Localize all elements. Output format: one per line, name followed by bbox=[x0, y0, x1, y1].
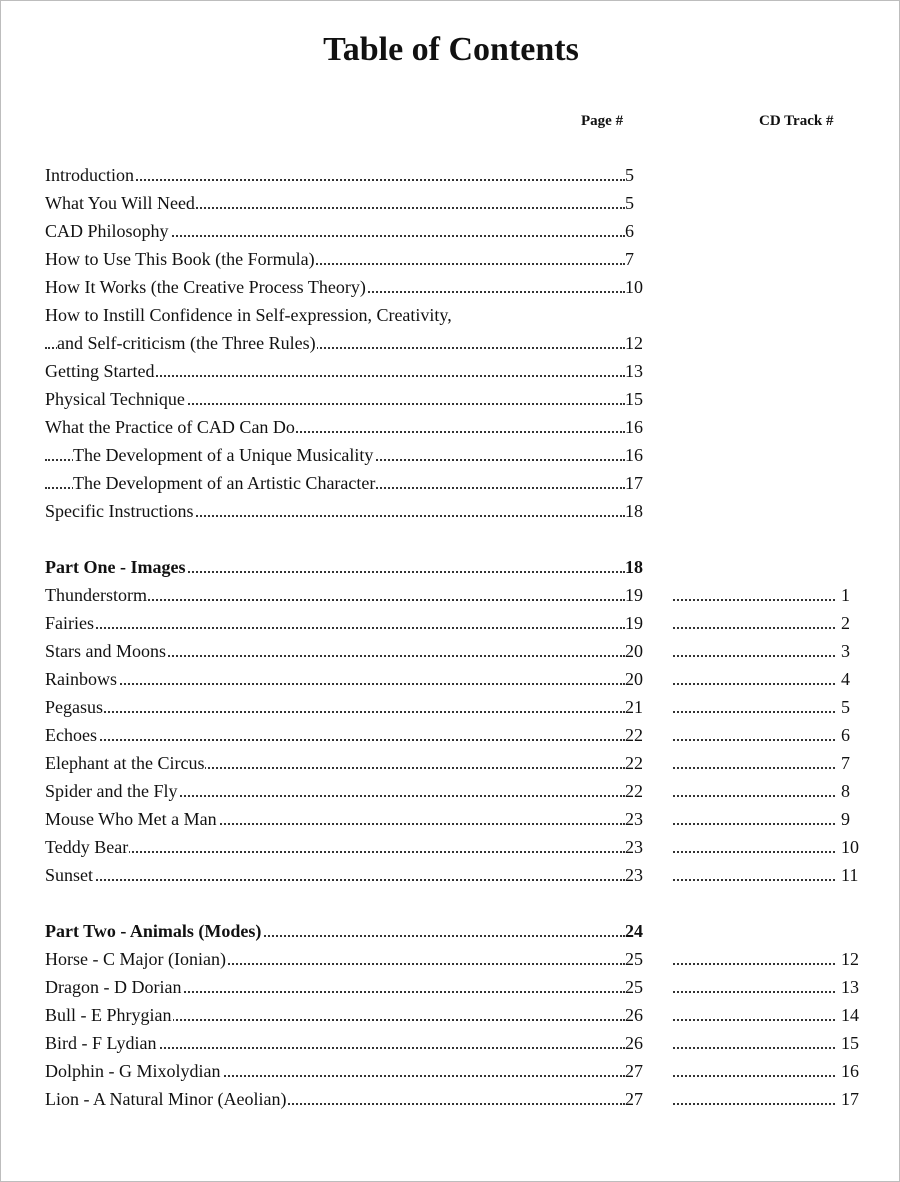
toc-entry-label: Pegasus bbox=[45, 697, 103, 717]
toc-entry-track: 4 bbox=[841, 669, 850, 689]
toc-entry bbox=[45, 497, 900, 525]
toc-entry bbox=[45, 777, 900, 805]
toc-entry-label: Dragon - D Dorian bbox=[45, 977, 182, 997]
toc-entry bbox=[45, 833, 900, 861]
toc-entry-label: Thunderstorm bbox=[45, 585, 147, 605]
section-heading-page: 24 bbox=[625, 921, 643, 941]
toc-entry-page: 23 bbox=[625, 809, 643, 829]
toc-entry-page: 22 bbox=[625, 725, 643, 745]
toc-entry-page: 25 bbox=[625, 977, 643, 997]
toc-entry-track: 15 bbox=[841, 1033, 859, 1053]
toc-entry-label: Rainbows bbox=[45, 669, 117, 689]
toc-entry bbox=[45, 441, 900, 469]
toc-entry-page: 5 bbox=[625, 193, 634, 213]
toc-entry-page: 19 bbox=[625, 613, 643, 633]
toc-entry-page: 12 bbox=[625, 333, 643, 353]
toc-entry-page: 18 bbox=[625, 501, 643, 521]
toc-entry bbox=[45, 581, 900, 609]
toc-entry-page: 26 bbox=[625, 1005, 643, 1025]
toc-entry-page: 6 bbox=[625, 221, 634, 241]
toc-entry-label: Sunset bbox=[45, 865, 94, 885]
toc-entry bbox=[45, 805, 900, 833]
toc-entry-label: Bull - E Phrygian bbox=[45, 1005, 172, 1025]
toc-entry-track: 6 bbox=[841, 725, 850, 745]
toc-entry bbox=[45, 189, 900, 217]
toc-entry-label: How to Instill Confidence in Self-expression, Creativity, bbox=[45, 305, 452, 325]
toc-entry bbox=[45, 1029, 900, 1057]
toc-entry bbox=[45, 637, 900, 665]
section-heading-label: Part One - Images bbox=[45, 557, 186, 577]
toc-entry-track: 2 bbox=[841, 613, 850, 633]
toc-entry-label: How to Use This Book (the Formula) bbox=[45, 249, 315, 269]
toc-entry-page: 16 bbox=[625, 417, 643, 437]
toc-entry-label: Getting Started bbox=[45, 361, 155, 381]
page-number-header: Page # bbox=[581, 113, 624, 129]
toc-entry bbox=[45, 245, 900, 273]
toc-entry-page: 13 bbox=[625, 361, 643, 381]
section-heading-page: 18 bbox=[625, 557, 643, 577]
toc-entry bbox=[45, 273, 900, 301]
toc-entry-label: Mouse Who Met a Man bbox=[45, 809, 217, 829]
toc-entry-label: CAD Philosophy bbox=[45, 221, 169, 241]
toc-entry-page: 27 bbox=[625, 1061, 643, 1081]
toc-entry-label: How It Works (the Creative Process Theory) bbox=[45, 277, 366, 297]
toc-entry-label: The Development of an Artistic Character bbox=[73, 473, 376, 493]
toc-entry bbox=[45, 357, 900, 385]
toc-entry-label: Fairies bbox=[45, 613, 94, 633]
toc-entry bbox=[45, 665, 900, 693]
cd-track-header: CD Track # bbox=[759, 113, 834, 129]
toc-entry-label: Stars and Moons bbox=[45, 641, 166, 661]
toc-entry-label: Bird - F Lydian bbox=[45, 1033, 157, 1053]
section-heading-part-one bbox=[45, 553, 900, 581]
toc-entry bbox=[45, 861, 900, 889]
toc-entry-track: 14 bbox=[841, 1005, 859, 1025]
toc-entry-page: 7 bbox=[625, 249, 634, 269]
toc-entry-label: and Self-criticism (the Three Rules) bbox=[57, 333, 316, 353]
toc-entry-track: 5 bbox=[841, 697, 850, 717]
toc-entry-label: What the Practice of CAD Can Do bbox=[45, 417, 295, 437]
toc-entry-label: Physical Technique bbox=[45, 389, 185, 409]
toc-list bbox=[45, 161, 900, 1113]
toc-entry bbox=[45, 329, 900, 357]
section-heading-part-two bbox=[45, 917, 900, 945]
toc-entry bbox=[45, 301, 900, 329]
toc-entry-page: 21 bbox=[625, 697, 643, 717]
toc-entry-page: 23 bbox=[625, 837, 643, 857]
toc-entry-page: 22 bbox=[625, 781, 643, 801]
toc-entry-page: 23 bbox=[625, 865, 643, 885]
toc-entry-label: Introduction bbox=[45, 165, 134, 185]
toc-entry-page: 15 bbox=[625, 389, 643, 409]
toc-entry-track: 1 bbox=[841, 585, 850, 605]
toc-entry-track: 9 bbox=[841, 809, 850, 829]
toc-entry bbox=[45, 469, 900, 497]
page-title: Table of Contents bbox=[323, 31, 579, 68]
toc-entry-label: Echoes bbox=[45, 725, 97, 745]
toc-entry-label: Spider and the Fly bbox=[45, 781, 178, 801]
toc-entry-page: 20 bbox=[625, 641, 643, 661]
toc-entry bbox=[45, 973, 900, 1001]
toc-entry-track: 8 bbox=[841, 781, 850, 801]
toc-entry-page: 22 bbox=[625, 753, 643, 773]
toc-entry-track: 12 bbox=[841, 949, 859, 969]
toc-entry-page: 26 bbox=[625, 1033, 643, 1053]
toc-entry-label: Specific Instructions bbox=[45, 501, 194, 521]
toc-entry-label: Horse - C Major (Ionian) bbox=[45, 949, 226, 969]
toc-entry-track: 11 bbox=[841, 865, 859, 885]
toc-entry bbox=[45, 1001, 900, 1029]
toc-entry bbox=[45, 1085, 900, 1113]
toc-entry-page: 16 bbox=[625, 445, 643, 465]
toc-entry bbox=[45, 161, 900, 189]
toc-entry-page: 10 bbox=[625, 277, 643, 297]
toc-entry-page: 20 bbox=[625, 669, 643, 689]
toc-entry-page: 17 bbox=[625, 473, 643, 493]
toc-entry-label: Elephant at the Circus bbox=[45, 753, 205, 773]
toc-entry bbox=[45, 721, 900, 749]
toc-entry-page: 19 bbox=[625, 585, 643, 605]
toc-entry bbox=[45, 217, 900, 245]
toc-entry-track: 13 bbox=[841, 977, 859, 997]
toc-entry-track: 17 bbox=[841, 1089, 859, 1109]
toc-entry-page: 27 bbox=[625, 1089, 643, 1109]
toc-entry-track: 3 bbox=[841, 641, 850, 661]
toc-entry-label: Lion - A Natural Minor (Aeolian) bbox=[45, 1089, 287, 1109]
toc-entry bbox=[45, 609, 900, 637]
toc-entry bbox=[45, 945, 900, 973]
toc-entry-page: 25 bbox=[625, 949, 643, 969]
toc-entry-label: Dolphin - G Mixolydian bbox=[45, 1061, 221, 1081]
toc-entry-track: 10 bbox=[841, 837, 859, 857]
toc-entry-label: Teddy Bear bbox=[45, 837, 129, 857]
section-heading-label: Part Two - Animals (Modes) bbox=[45, 921, 262, 941]
toc-entry bbox=[45, 1057, 900, 1085]
toc-entry bbox=[45, 385, 900, 413]
toc-entry-label: What You Will Need bbox=[45, 193, 195, 213]
toc-entry bbox=[45, 693, 900, 721]
toc-entry bbox=[45, 749, 900, 777]
toc-entry-track: 16 bbox=[841, 1061, 859, 1081]
toc-entry-label: The Development of a Unique Musicality bbox=[73, 445, 374, 465]
toc-entry-track: 7 bbox=[841, 753, 850, 773]
toc-entry bbox=[45, 413, 900, 441]
toc-entry-page: 5 bbox=[625, 165, 634, 185]
